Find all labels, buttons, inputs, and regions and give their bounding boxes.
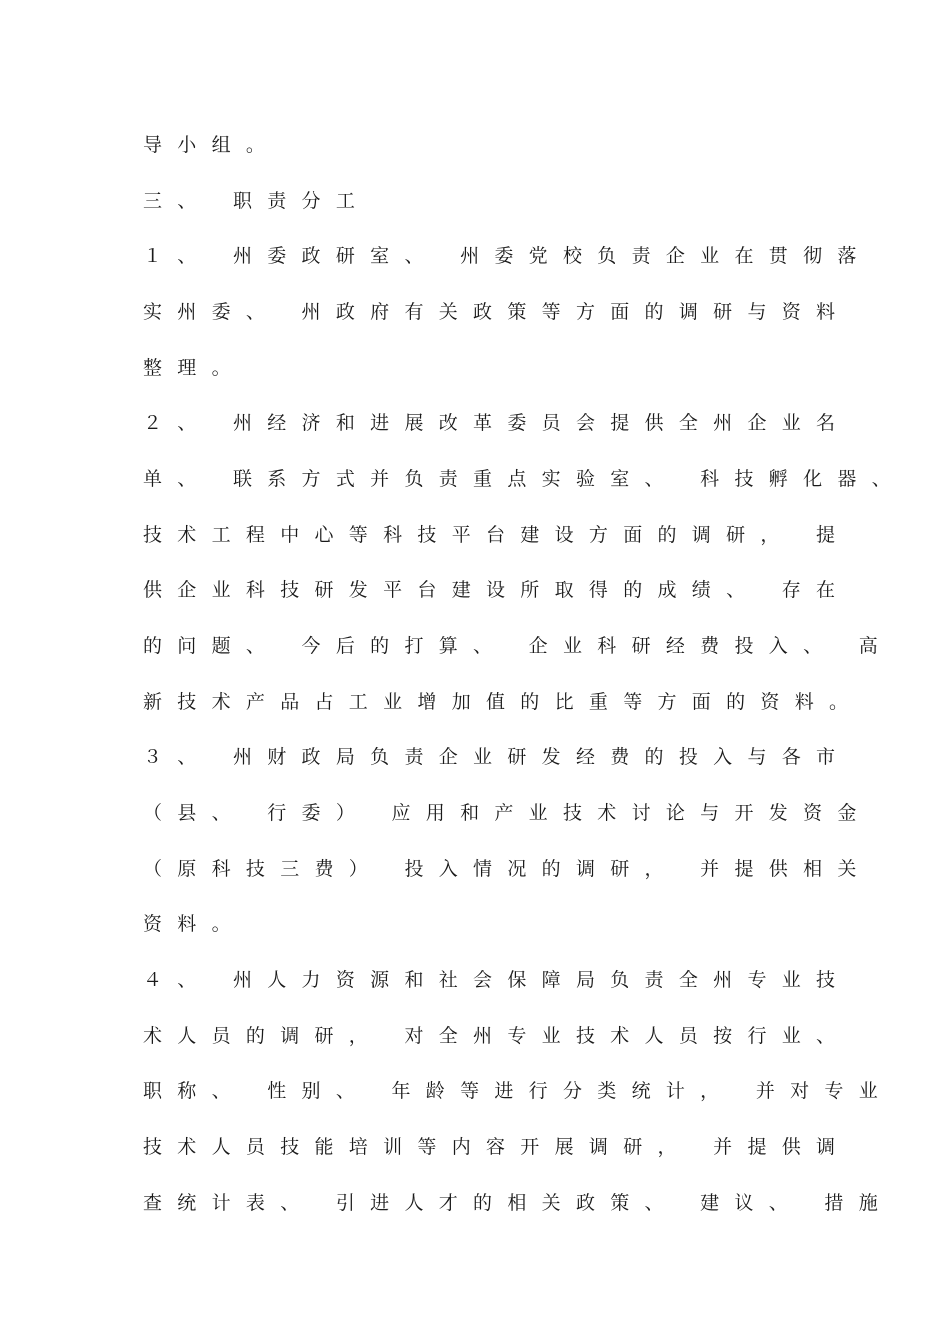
text-line: 查统计表、 引进人才的相关政策、 建议、 措施	[143, 1192, 894, 1214]
text-line: 技术工程中心等科技平台建设方面的调研， 提	[143, 524, 851, 546]
text-line: （县、 行委） 应用和产业技术讨论与开发资金	[143, 802, 872, 824]
text-line: 单、 联系方式并负责重点实验室、 科技孵化器、	[143, 468, 906, 490]
text-line: 的问题、 今后的打算、 企业科研经费投入、 高	[143, 635, 894, 657]
text-line: 整理。	[143, 357, 246, 379]
text-line: 技术人员技能培训等内容开展调研， 并提供调	[143, 1136, 851, 1158]
text-line: 职称、 性别、 年龄等进行分类统计， 并对专业	[143, 1080, 894, 1102]
text-line: ４、 州人力资源和社会保障局负责全州专业技	[143, 969, 851, 991]
text-line: 供企业科技研发平台建设所取得的成绩、 存在	[143, 579, 851, 601]
section-heading: 三、 职责分工	[143, 190, 371, 212]
text-line: 资料。	[143, 913, 246, 935]
text-line: ２、 州经济和进展改革委员会提供全州企业名	[143, 412, 851, 434]
text-line: 新技术产品占工业增加值的比重等方面的资料。	[143, 691, 864, 713]
text-line: （原科技三费） 投入情况的调研， 并提供相关	[143, 858, 872, 880]
text-line: 术人员的调研， 对全州专业技术人员按行业、	[143, 1025, 851, 1047]
text-line: 导小组。	[143, 134, 281, 156]
text-line: 实州委、 州政府有关政策等方面的调研与资料	[143, 301, 851, 323]
text-line: ３、 州财政局负责企业研发经费的投入与各市	[143, 746, 851, 768]
text-line: １、 州委政研室、 州委党校负责企业在贯彻落	[143, 245, 872, 267]
